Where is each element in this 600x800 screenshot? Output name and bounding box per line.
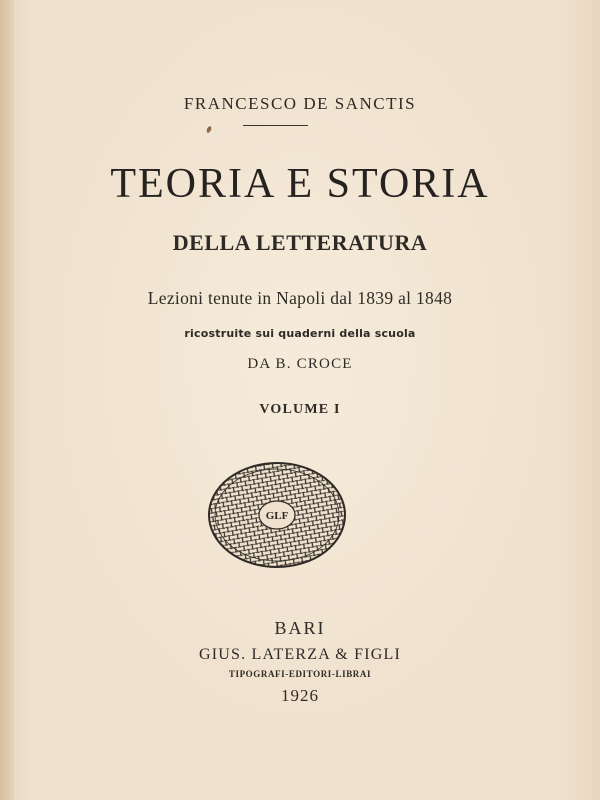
publisher-name: GIUS. LATERZA & FIGLI	[198, 646, 402, 663]
reconstructed-line: ricostruite sui quaderni della scuola	[184, 327, 416, 340]
author-name: FRANCESCO DE SANCTIS	[183, 94, 417, 113]
publisher-seal-icon	[207, 460, 347, 570]
page-edge-shadow	[0, 0, 14, 800]
title-rule	[243, 125, 308, 126]
lectures-line: Lezioni tenute in Napoli dal 1839 al 1848	[147, 288, 453, 308]
editor-line: DA B. CROCE	[247, 356, 353, 372]
book-title: TEORIA E STORIA	[110, 161, 490, 207]
publication-place: BARI	[274, 618, 326, 638]
publisher-trades: TIPOGRAFI-EDITORI-LIBRAI	[228, 669, 372, 679]
volume-label: VOLUME I	[259, 402, 341, 417]
ink-speck	[206, 125, 213, 133]
seal-monogram: GLF	[265, 510, 289, 522]
book-subtitle: DELLA LETTERATURA	[172, 230, 428, 255]
publication-year: 1926	[281, 686, 319, 705]
